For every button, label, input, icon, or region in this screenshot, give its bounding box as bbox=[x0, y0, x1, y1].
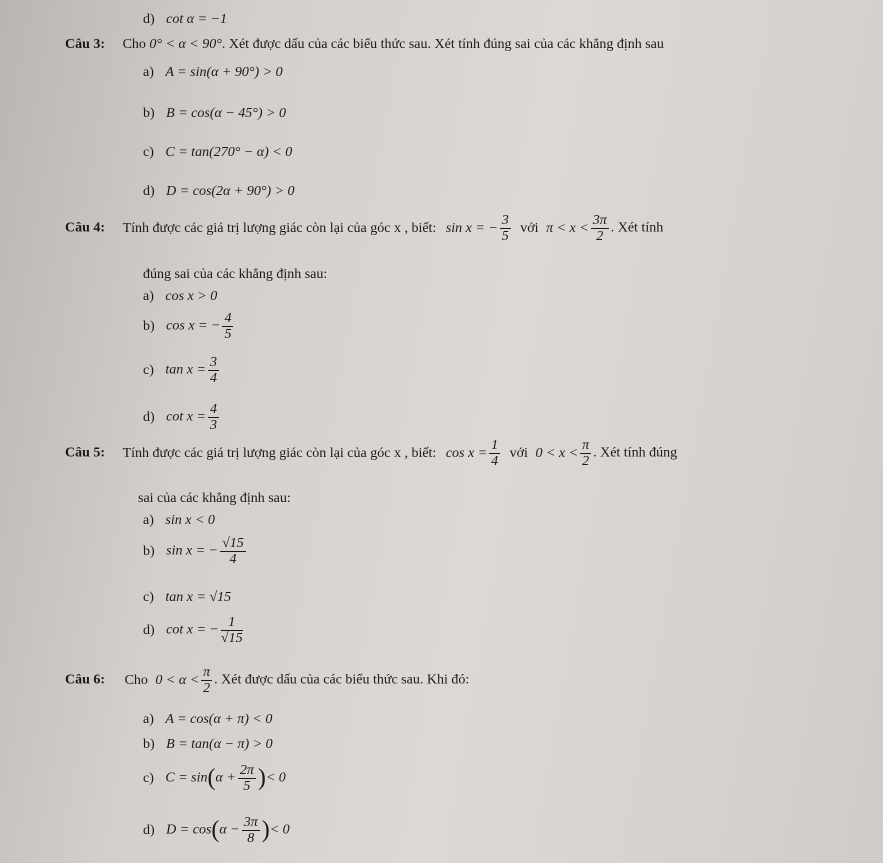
q5-option-b bbox=[143, 536, 248, 567]
denominator: 5 bbox=[243, 779, 251, 794]
q5-instruction: Tính được các giá trị lượng giác còn lại của góc x , biết: bbox=[122, 445, 437, 461]
option-fraction bbox=[208, 355, 219, 386]
q3-option-c bbox=[143, 145, 292, 161]
denominator: 3 bbox=[209, 418, 217, 433]
option-label: a) bbox=[143, 65, 154, 80]
q4-label: Câu 4: bbox=[65, 220, 106, 236]
numerator: 4 bbox=[209, 402, 217, 417]
denominator: 2 bbox=[596, 229, 604, 244]
denominator: 2 bbox=[203, 681, 211, 696]
numerator: 3 bbox=[209, 355, 217, 370]
q5-suffix: . Xét tính đúng bbox=[593, 445, 678, 461]
q4-range-lhs: π < x < bbox=[546, 220, 589, 236]
q6-range-fraction bbox=[201, 665, 212, 696]
numerator: 3π bbox=[243, 815, 258, 830]
option-expr: D = cos bbox=[166, 822, 212, 838]
left-paren: ( bbox=[211, 817, 220, 843]
numerator: 3 bbox=[501, 213, 509, 228]
option-expr: A = cos(α + π) < 0 bbox=[165, 712, 273, 727]
q5-label: Câu 5: bbox=[65, 445, 106, 461]
denominator: 5 bbox=[224, 327, 232, 342]
q3-cho: Cho bbox=[122, 37, 146, 52]
q4-option-c bbox=[143, 355, 221, 386]
q6-option-a bbox=[143, 712, 272, 728]
q5-line2 bbox=[138, 491, 291, 507]
option-expr: cot x = bbox=[166, 409, 206, 425]
option-expr: sin x = − bbox=[166, 543, 219, 559]
option-label: b) bbox=[143, 318, 155, 334]
denominator: 4 bbox=[491, 454, 499, 469]
q4-given-lhs: sin x = − bbox=[445, 220, 498, 236]
q4-instruction: Tính được các giá trị lượng giác còn lại của góc x , biết: bbox=[122, 220, 437, 236]
q3-instruction: . Xét được dấu của các biểu thức sau. Xét tính đúng sai của các khẳng định sau bbox=[221, 37, 664, 52]
numerator: √15 bbox=[222, 536, 244, 551]
denominator: 4 bbox=[229, 552, 237, 567]
q5-with: với bbox=[509, 445, 528, 461]
q6-range-lhs: 0 < α < bbox=[155, 672, 200, 688]
q3-intro bbox=[65, 37, 664, 53]
q3-option-a bbox=[143, 65, 283, 81]
numerator: 2π bbox=[239, 763, 254, 778]
q4-instruction-cont: đúng sai của các khẳng định sau: bbox=[143, 267, 328, 282]
numerator: 1 bbox=[221, 615, 243, 631]
q4-suffix: . Xét tính bbox=[610, 220, 664, 236]
option-label: b) bbox=[143, 737, 155, 752]
option-label: c) bbox=[143, 770, 154, 786]
q4-line2 bbox=[143, 267, 327, 283]
q6-intro bbox=[65, 665, 469, 696]
q5-given-lhs: cos x = bbox=[445, 445, 488, 461]
q4-with: với bbox=[520, 220, 539, 236]
option-expr: D = cos(2α + 90°) > 0 bbox=[166, 184, 295, 199]
numerator: 3π bbox=[592, 213, 607, 228]
q4-intro bbox=[65, 213, 663, 244]
option-label: d) bbox=[143, 822, 155, 838]
option-expr: tan x = √15 bbox=[165, 590, 232, 605]
option-fraction bbox=[242, 815, 260, 846]
option-expr: C = sin bbox=[165, 770, 208, 786]
q4-option-d bbox=[143, 402, 221, 433]
numerator: π bbox=[582, 438, 590, 453]
right-paren: ) bbox=[261, 817, 270, 843]
q5-intro bbox=[65, 438, 677, 469]
q4-range-fraction bbox=[591, 213, 609, 244]
q4-given-fraction bbox=[500, 213, 511, 244]
q5-range-fraction bbox=[580, 438, 591, 469]
q5-given-fraction bbox=[489, 438, 500, 469]
option-label: c) bbox=[143, 145, 154, 160]
option-label: a) bbox=[143, 289, 154, 304]
q6-option-c bbox=[143, 763, 286, 794]
q6-option-b bbox=[143, 737, 273, 753]
denominator: 2 bbox=[582, 454, 590, 469]
q4-option-b bbox=[143, 311, 235, 342]
option-fraction bbox=[222, 311, 233, 342]
option-rhs: < 0 bbox=[269, 822, 290, 838]
option-label: d) bbox=[143, 184, 155, 199]
option-expr: B = tan(α − π) > 0 bbox=[166, 737, 273, 752]
q6-instruction: . Xét được dấu của các biểu thức sau. Khi đó: bbox=[214, 672, 470, 688]
q3-option-d bbox=[143, 184, 295, 200]
option-fraction bbox=[238, 763, 256, 794]
option-expr: cot x = − bbox=[166, 622, 219, 638]
q6-label: Câu 6: bbox=[65, 672, 106, 688]
option-rhs: < 0 bbox=[265, 770, 286, 786]
q4-option-a bbox=[143, 289, 217, 305]
q5-option-c bbox=[143, 590, 231, 606]
denominator: √15 bbox=[220, 631, 243, 646]
option-expr: A = sin(α + 90°) > 0 bbox=[165, 65, 283, 80]
q5-instruction-cont: sai của các khẳng định sau: bbox=[138, 491, 291, 506]
q3-label: Câu 3: bbox=[65, 37, 106, 52]
option-expr: tan x = bbox=[165, 362, 206, 378]
option-label: d) bbox=[143, 622, 155, 638]
option-fraction bbox=[221, 615, 243, 646]
option-expr: sin x < 0 bbox=[165, 513, 215, 528]
option-label: b) bbox=[143, 543, 155, 559]
option-expr: cos x > 0 bbox=[165, 289, 218, 304]
left-paren: ( bbox=[207, 765, 216, 791]
right-paren: ) bbox=[257, 765, 266, 791]
option-inner: α + bbox=[215, 770, 236, 786]
q6-cho: Cho bbox=[124, 672, 148, 688]
q5-option-a bbox=[143, 513, 215, 529]
denominator: 5 bbox=[501, 229, 509, 244]
option-label: d) bbox=[143, 12, 155, 27]
option-fraction bbox=[220, 536, 246, 567]
option-inner: α − bbox=[219, 822, 240, 838]
option-label: d) bbox=[143, 409, 155, 425]
q5-option-d bbox=[143, 615, 245, 646]
option-label: a) bbox=[143, 513, 154, 528]
option-expr: cos x = − bbox=[166, 318, 221, 334]
option-label: c) bbox=[143, 590, 154, 605]
q2-option-d bbox=[143, 12, 227, 28]
option-expr: C = tan(270° − α) < 0 bbox=[165, 145, 293, 160]
numerator: 4 bbox=[224, 311, 232, 326]
option-expr: B = cos(α − 45°) > 0 bbox=[166, 106, 286, 121]
option-expr: cot α = −1 bbox=[166, 12, 228, 27]
option-label: c) bbox=[143, 362, 154, 378]
numerator: π bbox=[203, 665, 211, 680]
option-label: b) bbox=[143, 106, 155, 121]
q5-range-lhs: 0 < x < bbox=[535, 445, 579, 461]
q6-option-d bbox=[143, 815, 290, 846]
q3-condition: 0° < α < 90° bbox=[149, 37, 222, 52]
denominator: 8 bbox=[247, 831, 255, 846]
q3-option-b bbox=[143, 106, 286, 122]
option-fraction bbox=[208, 402, 219, 433]
option-label: a) bbox=[143, 712, 154, 727]
numerator: 1 bbox=[491, 438, 499, 453]
denominator: 4 bbox=[209, 371, 217, 386]
